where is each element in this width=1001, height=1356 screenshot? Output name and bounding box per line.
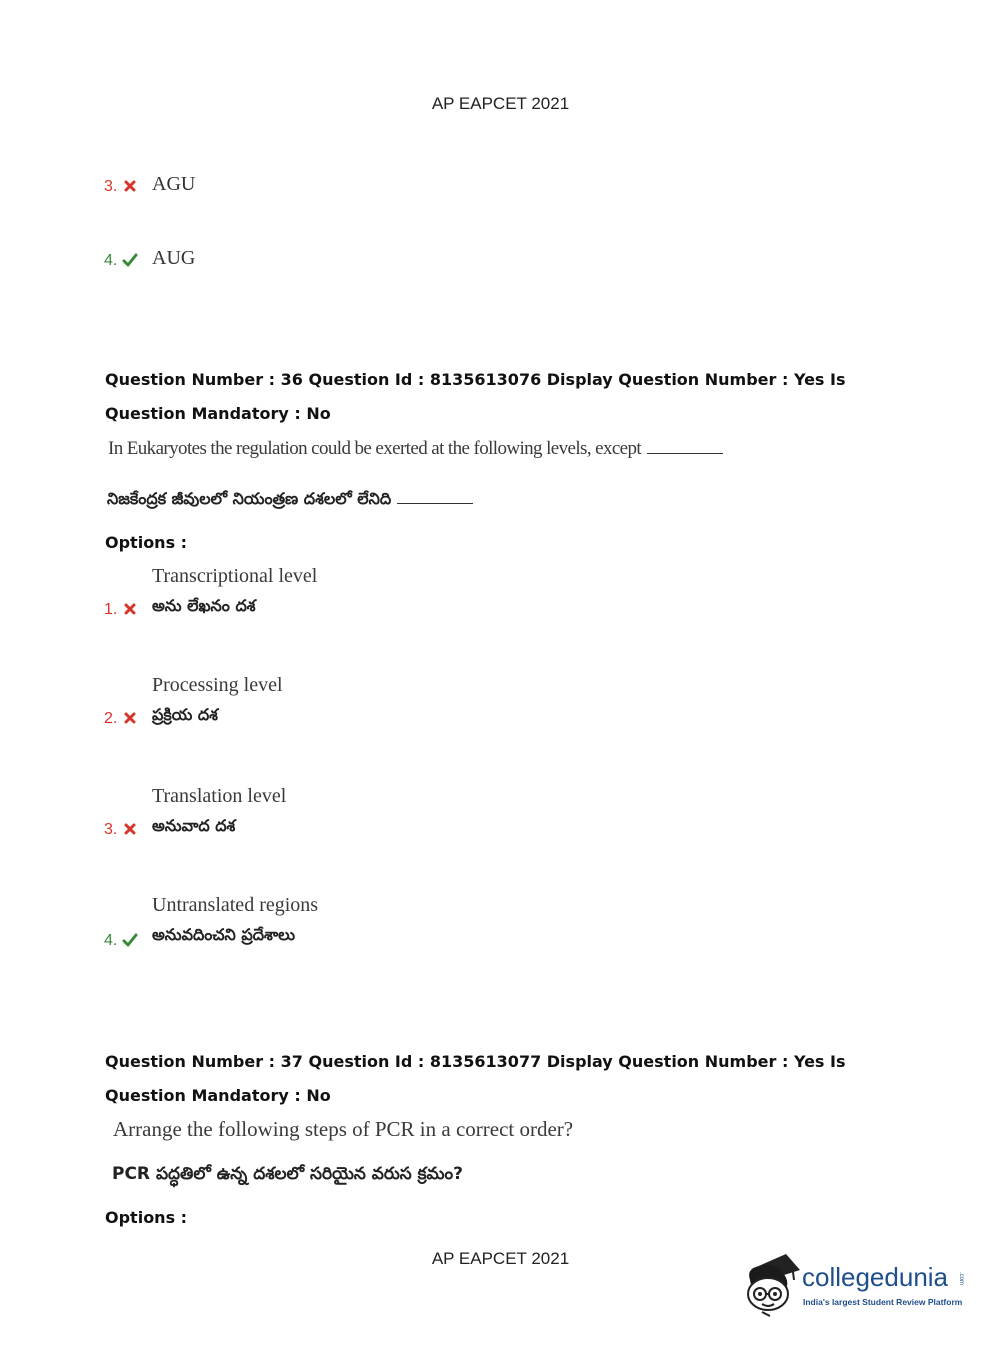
wrong-mark-icon: [122, 178, 138, 194]
question-37-text-en: Arrange the following steps of PCR in a correct order?: [113, 1117, 574, 1141]
page-footer: AP EAPCET 2021: [431, 1249, 570, 1268]
question-36-meta: Question Number : 36 Question Id : 8135613076 Display Question Number : Yes Is Question Mandatory : No: [105, 370, 846, 423]
option-number: 4.: [104, 252, 118, 269]
question-36-text-te: [107, 489, 473, 512]
brand-tagline: India's largest Student Review Platform: [803, 1297, 963, 1307]
wrong-mark-icon: [122, 601, 138, 617]
options-label: Options :: [105, 533, 188, 552]
answer-blank: [647, 453, 723, 454]
question-text: In Eukaryotes the regulation could be exerted at the following levels, except: [108, 438, 642, 459]
answer-blank: [397, 503, 473, 504]
option-number: 2.: [104, 710, 118, 727]
option-text-te: ప్రక్రియ దశ: [152, 705, 218, 724]
option-text-te: అనువాద దశ: [152, 816, 236, 835]
prev-option-3: [104, 172, 195, 196]
question-37-text-te: PCR పద్ధతిలో ఉన్న దశలలో సరియైన వరుస క్రమం?: [112, 1164, 463, 1184]
wrong-mark-icon: [122, 821, 138, 837]
option-text-en: Translation level: [152, 785, 287, 807]
option-number: 4.: [104, 932, 118, 949]
options-label: Options :: [105, 1208, 188, 1227]
q36-option-4: [104, 892, 804, 962]
question-36-text-en: [108, 438, 723, 460]
prev-option-4: [104, 246, 195, 270]
brand-name: collegedunia: [802, 1262, 949, 1292]
option-text-en: Untranslated regions: [152, 894, 319, 916]
option-text-te: అను లేఖనం దశ: [152, 596, 256, 615]
option-text-te: అనువదించని ప్రదేశాలు: [152, 925, 295, 944]
option-text-en: Transcriptional level: [152, 565, 318, 587]
question-37-meta: Question Number : 37 Question Id : 8135613077 Display Question Number : Yes Is Question Mandatory : No: [105, 1052, 846, 1105]
q36-option-1: [104, 563, 804, 633]
option-text-en: Processing level: [152, 674, 283, 696]
option-number: 1.: [104, 601, 118, 618]
option-number: 3.: [104, 821, 118, 838]
mascot-icon: [742, 1250, 802, 1320]
q36-option-2: [104, 672, 804, 742]
option-number: 3.: [104, 178, 118, 195]
q36-option-3: [104, 783, 804, 853]
correct-check-icon: [122, 932, 138, 948]
option-text: AUG: [152, 247, 196, 269]
question-text-telugu: నిజకేంద్రక జీవులలో నియంత్రణ దశలలో లేనిది: [107, 489, 392, 508]
option-text: AGU: [152, 173, 196, 195]
correct-check-icon: [122, 252, 138, 268]
wrong-mark-icon: [122, 710, 138, 726]
page-header: AP EAPCET 2021: [431, 94, 570, 113]
collegedunia-logo: [742, 1250, 972, 1320]
brand-suffix: .com: [958, 1272, 964, 1286]
